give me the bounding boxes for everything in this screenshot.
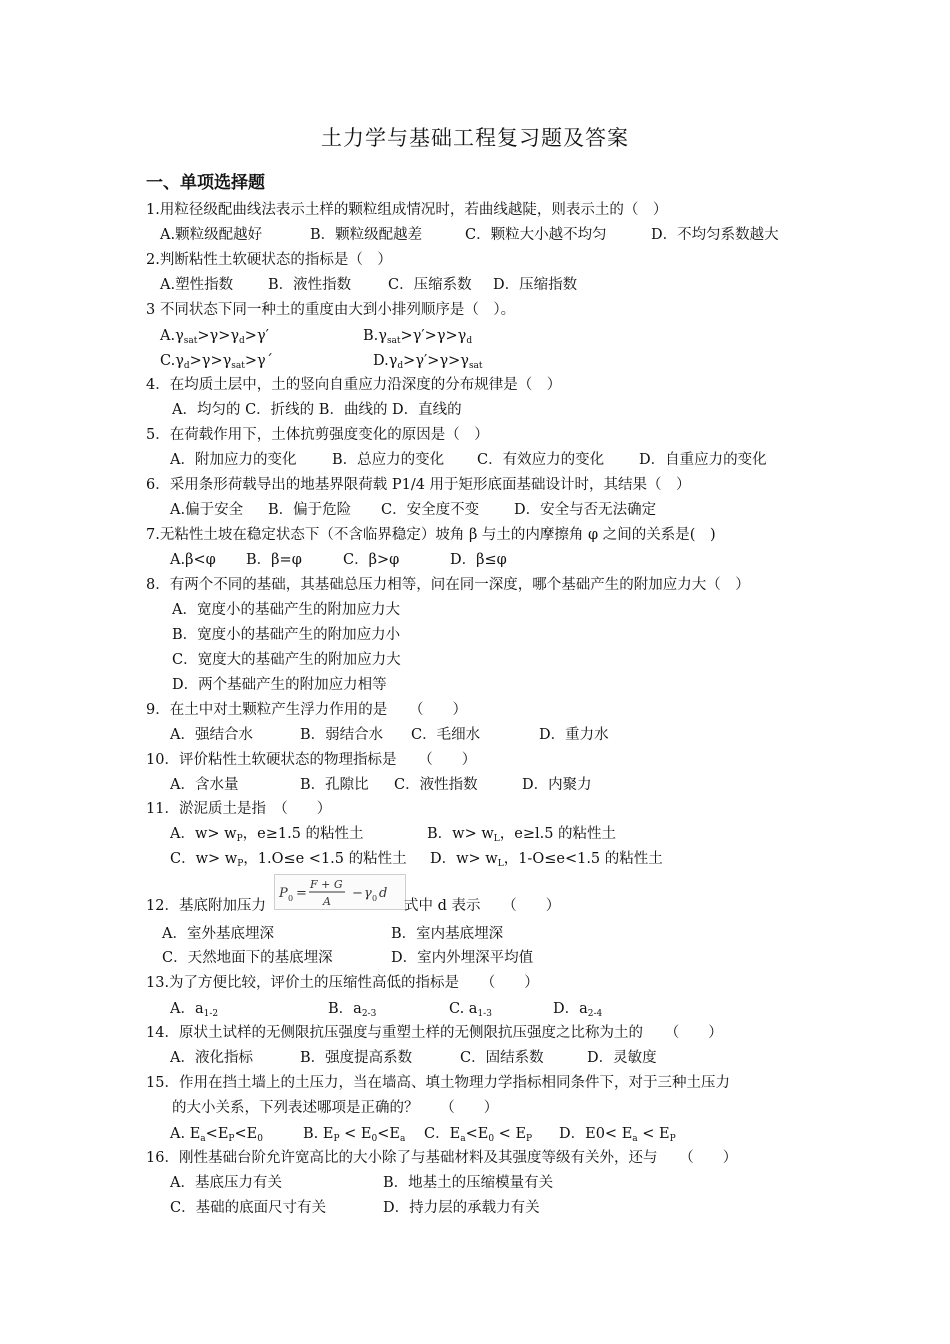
option-a: A.偏于安全 (170, 502, 244, 518)
question-12: 12．基底附加压力 (146, 898, 266, 914)
option-a: A．室外基底埋深 (162, 926, 274, 942)
option-c: C．β>φ (343, 552, 400, 568)
option-a: A.β<φ (170, 552, 216, 568)
option-c: C．天然地面下的基底埋深 (162, 950, 333, 966)
question-15: 15．作用在挡土墙上的土压力，当在墙高、填土物理力学指标相同条件下，对于三种土压力 (146, 1075, 730, 1091)
option-c: C．毛细水 (411, 727, 481, 743)
option-d: D．持力层的承载力有关 (383, 1200, 540, 1216)
option-b: B．$w> w_L$，e≥l.5 的粘性土 (427, 826, 617, 844)
option-b: $B.\gamma_{sat}>\gamma'>\gamma>\gamma_d$ (363, 328, 473, 346)
option-d: D．β≤φ (450, 552, 507, 568)
question-13: 13.为了方便比较，评价土的压缩性高低的指标是 （ ） (146, 975, 539, 991)
svg-text:γ: γ (364, 886, 372, 901)
option-b: B．总应力的变化 (332, 452, 445, 468)
question-8: 8．有两个不同的基础，其基础总压力相等，问在同一深度，哪个基础产生的附加应力大（ ） (146, 577, 750, 593)
question-1: 1.用粒径级配曲线法表示土样的颗粒组成情况时，若曲线越陡，则表示土的（ ） (146, 202, 668, 218)
option-c: $C.\gamma_d>\gamma>\gamma_{sat}>\gamma´$ (160, 353, 273, 371)
option-c: C．基础的底面尺寸有关 (170, 1200, 327, 1216)
option-c: C．颗粒大小越不均匀 (465, 227, 607, 243)
option-a: A．基底压力有关 (170, 1175, 282, 1191)
option-b: B．β=φ (246, 552, 302, 568)
svg-text:F + G: F + G (310, 878, 343, 891)
question-2: 2.判断粘性土软硬状态的指标是（ ） (146, 252, 392, 268)
svg-text:d: d (379, 886, 388, 901)
svg-text:−: − (352, 886, 363, 901)
question-5: 5．在荷载作用下，土体抗剪强度变化的原因是（ ） (146, 427, 489, 443)
option-b: B．地基土的压缩模量有关 (383, 1175, 554, 1191)
option-a: A. $E_a<E_P<E_0$ (170, 1126, 263, 1144)
option-a: A．液化指标 (170, 1050, 253, 1066)
option-b: B. $E_P < E_0<E_a$ (303, 1126, 406, 1144)
option-d: D．灵敏度 (587, 1050, 657, 1066)
option-a: A．附加应力的变化 (170, 452, 297, 468)
option-d: D．$E0< E_a < E_P$ (559, 1126, 676, 1144)
formula-image (274, 874, 406, 910)
option-b: B．液性指数 (268, 277, 352, 293)
option-d: D．安全与否无法确定 (514, 502, 657, 518)
svg-text:=: = (296, 886, 307, 901)
option-b: B．$a_{2-3}$ (328, 1001, 377, 1019)
option-d: D．$w> w_L$，1-O≤e<1.5 的粘性土 (430, 851, 663, 869)
option-a: A．$w> w_P$，e≥1.5 的粘性土 (170, 826, 364, 844)
option-c: C．$E_a<E_0 < E_P$ (424, 1126, 533, 1144)
question-3: 3 不同状态下同一种土的重度由大到小排列顺序是（ ）。 (146, 302, 516, 318)
svg-text:P: P (279, 886, 288, 901)
option-d: D．内聚力 (522, 777, 592, 793)
option-d: D．不均匀系数越大 (651, 227, 779, 243)
option-d: $D.\gamma_d>\gamma'>\gamma>\gamma_{sat}$ (373, 353, 483, 371)
svg-text:0: 0 (288, 894, 294, 903)
question-6: 6．采用条形荷载导出的地基界限荷载 P1/4 用于矩形底面基础设计时，其结果（ ） (146, 477, 691, 493)
option-c: C．液性指数 (394, 777, 478, 793)
question-15-continued: 的大小关系，下列表述哪项是正确的？ （ ） (172, 1100, 499, 1116)
option-c: C．固结系数 (460, 1050, 544, 1066)
option-c: C. $a_{1-3}$ (449, 1001, 492, 1019)
question-16: 16．刚性基础台阶允许宽高比的大小除了与基础材料及其强度等级有关外，还与 （ ） (146, 1150, 738, 1166)
question-8-option-a: A．宽度小的基础产生的附加应力大 (172, 602, 400, 618)
svg-text:A: A (323, 895, 331, 908)
option-a: A.颗粒级配越好 (160, 227, 263, 243)
svg-text:0: 0 (372, 894, 378, 903)
option-d: D．室内外埋深平均值 (391, 950, 534, 966)
option-b: B．偏于危险 (268, 502, 352, 518)
option-b: B．颗粒级配越差 (310, 227, 423, 243)
question-11: 11．淤泥质土是指 （ ） (146, 801, 332, 817)
option-c: C．$w> w_P$，1.O≤e <1.5 的粘性土 (170, 851, 407, 869)
question-9: 9．在土中对土颗粒产生浮力作用的是 （ ） (146, 702, 467, 718)
option-c: C．安全度不变 (381, 502, 480, 518)
option-a: $A.\gamma_{sat}>\gamma>\gamma_d>\gamma'$ (160, 328, 269, 346)
option-d: D．压缩指数 (493, 277, 578, 293)
question-7: 7.无粘性土坡在稳定状态下（不含临界稳定）坡角 β 与土的内摩擦角 φ 之间的关系是( ) (146, 527, 716, 543)
option-d: D．$a_{2-4}$ (553, 1001, 603, 1019)
option-b: B．弱结合水 (300, 727, 384, 743)
option-a: A．强结合水 (170, 727, 253, 743)
page-title: 土力学与基础工程复习题及答案 (321, 126, 629, 150)
option-b: B．孔隙比 (300, 777, 369, 793)
option-a: A.塑性指数 (160, 277, 234, 293)
option-d: D．自重应力的变化 (639, 452, 767, 468)
option-b: B．室内基底埋深 (391, 926, 504, 942)
question-4: 4．在均质土层中，土的竖向自重应力沿深度的分布规律是（ ） (146, 377, 562, 393)
option-a: A．含水量 (170, 777, 239, 793)
question-10: 10．评价粘性土软硬状态的物理指标是 （ ） (146, 752, 477, 768)
option-c: C．有效应力的变化 (477, 452, 605, 468)
option-c: C．压缩系数 (388, 277, 472, 293)
question-14: 14．原状土试样的无侧限抗压强度与重塑土样的无侧限抗压强度之比称为土的 （ ） (146, 1025, 723, 1041)
option-b: B．强度提高系数 (300, 1050, 413, 1066)
question-8-option-b: B．宽度小的基础产生的附加应力小 (172, 627, 401, 643)
section-heading: 一、单项选择题 (146, 173, 265, 193)
question-12-tail: 式中 d 表示 （ ） (404, 898, 561, 914)
option-a: A．$a_{1-2}$ (170, 1001, 219, 1019)
question-8-option-d: D．两个基础产生的附加应力相等 (172, 677, 387, 693)
question-8-option-c: C．宽度大的基础产生的附加应力大 (172, 652, 401, 668)
question-4-options: A．均匀的 C．折线的 B．曲线的 D．直线的 (172, 402, 462, 418)
option-d: D．重力水 (539, 727, 609, 743)
